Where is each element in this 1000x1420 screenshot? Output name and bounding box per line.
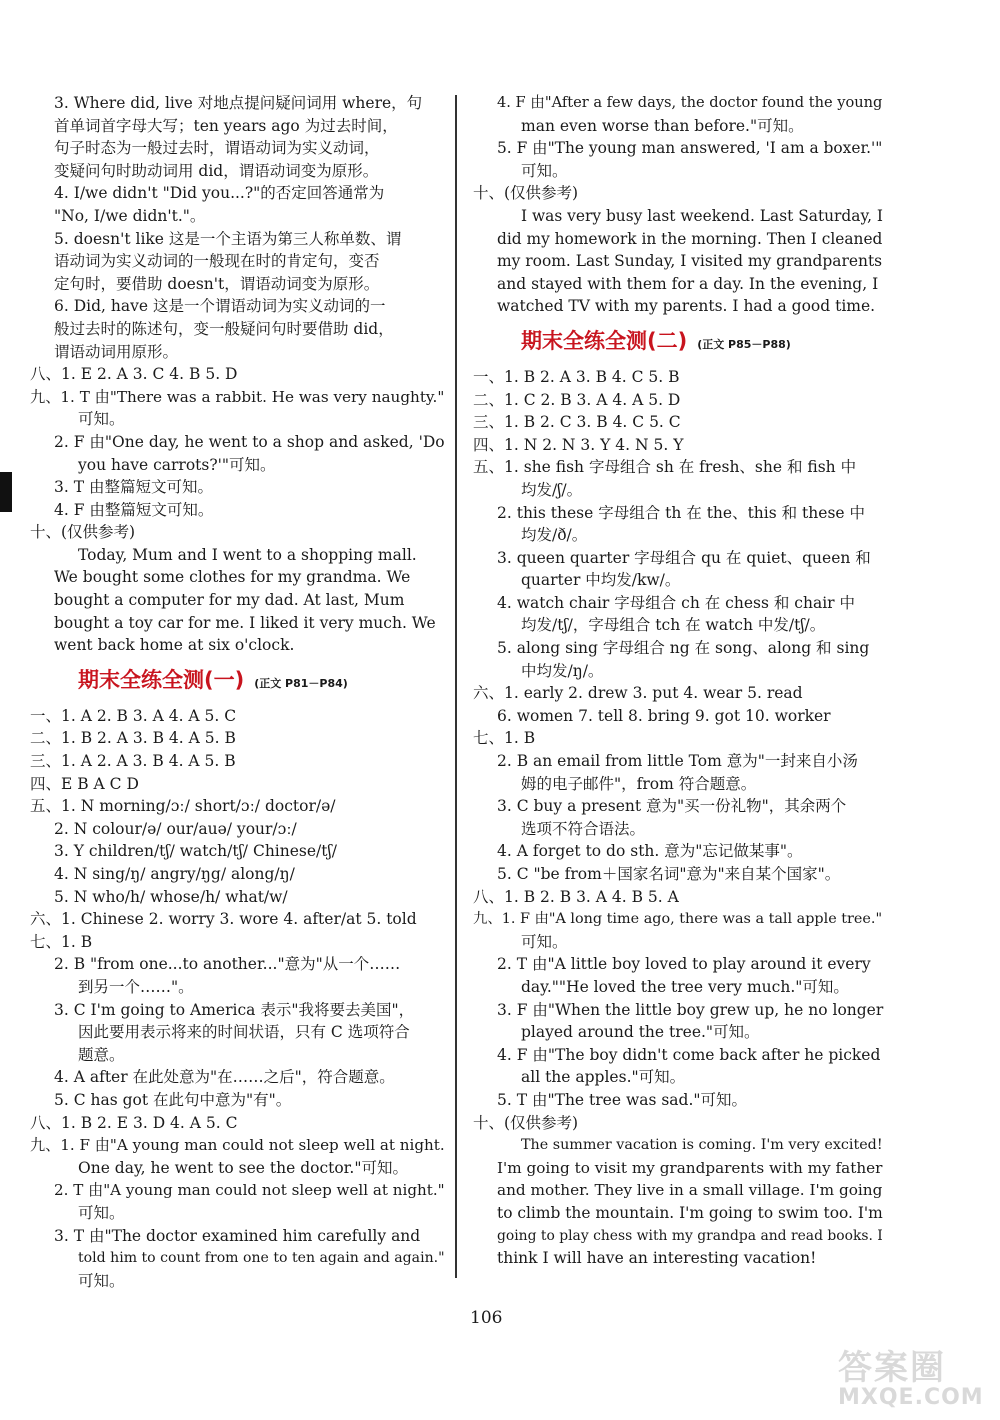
answer-line: 4. watch chair 字母组合 ch 在 chess 和 chair 中 xyxy=(497,593,855,612)
answer-line: bought a toy car for me. I liked it very much. We xyxy=(54,613,436,632)
answer-line: 中均发/ŋ/。 xyxy=(521,661,604,680)
section-source: (正文 P81－P84) xyxy=(254,676,348,690)
answer-line: played around the tree."可知。 xyxy=(521,1023,760,1042)
answer-line: 六、1. early 2. drew 3. put 4. wear 5. read xyxy=(473,684,803,703)
answer-line: 句子时态为一般过去时，谓语动词为实义动词， xyxy=(54,139,380,158)
section-source: (正文 P85－P88) xyxy=(697,337,791,351)
answer-line: 可知。 xyxy=(78,410,125,429)
watermark-logo xyxy=(838,1340,998,1418)
answer-line: The summer vacation is coming. I'm very excited! xyxy=(521,1137,883,1154)
left-column xyxy=(30,92,445,1292)
answer-line: 十、(仅供参考) xyxy=(473,1113,579,1132)
answer-line: 定句时，要借助 doesn't，谓语动词变为原形。 xyxy=(54,274,380,293)
answer-line: 谓语动词用原形。 xyxy=(54,342,179,361)
answer-line: Today, Mum and I went to a shopping mall. xyxy=(78,545,417,564)
section-title xyxy=(521,326,883,360)
answer-line: 2. this these 字母组合 th 在 the、this 和 these 中 xyxy=(497,503,865,522)
answer-line: 三、1. A 2. A 3. B 4. A 5. B xyxy=(30,752,236,771)
answer-line: 到另一个……"。 xyxy=(78,977,194,996)
answer-line: bought a computer for my dad. At last, Mum xyxy=(54,591,405,610)
answer-line: We bought some clothes for my grandma. We xyxy=(54,568,411,587)
answer-line: 3. Y children/tʃ/ watch/tʃ/ Chinese/tʃ/ xyxy=(54,842,337,861)
answer-line: 二、1. C 2. B 3. A 4. A 5. D xyxy=(473,390,681,409)
answer-line: watched TV with my parents. I had a good time. xyxy=(497,297,876,316)
answer-line: 五、1. she fish 字母组合 sh 在 fresh、she 和 fish 中 xyxy=(473,458,857,477)
answer-line: 3. queen quarter 字母组合 qu 在 quiet、queen 和 xyxy=(497,548,871,567)
answer-line: think I will have an interesting vacation! xyxy=(497,1249,817,1268)
answer-line: 4. N sing/ŋ/ angry/ŋg/ along/ŋ/ xyxy=(54,865,295,883)
answer-line: and mother. They live in a small village. I'm going xyxy=(497,1181,883,1200)
answer-line: 4. F 由"After a few days, the doctor found the young xyxy=(497,94,883,111)
answer-line: 6. Did, have 这是一个谓语动词为实义动词的一 xyxy=(54,297,386,316)
answer-line: went back home at six o'clock. xyxy=(54,636,295,655)
answer-line: 2. B "from one...to another..."意为"从一个…… xyxy=(54,955,401,974)
answer-line: 六、1. Chinese 2. worry 3. wore 4. after/at 5. told xyxy=(30,910,417,929)
answer-line: 十、(仅供参考) xyxy=(30,523,136,542)
answer-line: 2. T 由"A little boy loved to play around it every xyxy=(497,955,871,974)
answer-line: you have carrots?'"可知。 xyxy=(78,455,276,474)
answer-line: 一、1. A 2. B 3. A 4. A 5. C xyxy=(30,706,237,725)
answer-line: 变疑问句时助动词用 did，谓语动词变为原形。 xyxy=(54,161,379,180)
answer-line: 七、1. B xyxy=(30,932,93,951)
answer-line: 3. T 由整篇短文可知。 xyxy=(54,478,213,497)
answer-line: 可知。 xyxy=(521,161,568,180)
answer-line: One day, he went to see the doctor."可知。 xyxy=(78,1158,408,1177)
answer-line: all the apples."可知。 xyxy=(521,1068,686,1087)
section-title xyxy=(78,665,445,699)
watermark-top: 答案圈 xyxy=(838,1348,946,1388)
section-title-text: 期末全练全测(一) xyxy=(78,667,245,692)
answer-line: 6. women 7. tell 8. bring 9. got 10. worker xyxy=(497,706,831,725)
answer-line: 3. C I'm going to America 表示"我将要去美国"， xyxy=(54,1000,415,1019)
answer-line: quarter 中均发/kw/。 xyxy=(521,571,681,590)
answer-line: 均发/ð/。 xyxy=(521,526,588,545)
answer-line: 5. F 由"The young man answered, 'I am a boxer.'" xyxy=(497,139,883,158)
answer-line: 四、E B A C D xyxy=(30,774,139,793)
answer-line: 3. T 由"The doctor examined him carefully and xyxy=(54,1226,421,1245)
answer-line: 三、1. B 2. C 3. B 4. C 5. C xyxy=(473,413,681,432)
answer-line: going to play chess with my grandpa and read books. I xyxy=(497,1227,883,1244)
answer-line: 5. N who/h/ whose/h/ what/w/ xyxy=(54,887,288,906)
answer-line: 2. T 由"A young man could not sleep well at night." xyxy=(54,1181,445,1200)
answer-line: 九、1. F 由"A young man could not sleep well at night. xyxy=(30,1136,445,1155)
answer-line: day.""He loved the tree very much."可知。 xyxy=(521,977,849,996)
answer-line: told him to count from one to ten again and again." xyxy=(78,1250,445,1267)
answer-line: 2. N colour/ə/ our/auə/ your/ɔː/ xyxy=(54,819,297,838)
right-column xyxy=(473,92,883,1270)
answer-line: to climb the mountain. I'm going to swim too. I'm xyxy=(497,1203,883,1222)
answer-line: I'm going to visit my grandparents with my father xyxy=(497,1158,883,1177)
answer-line: 3. Where did, live 对地点提问疑问词用 where，句 xyxy=(54,94,423,112)
answer-line: 5. T 由"The tree was sad."可知。 xyxy=(497,1090,748,1109)
answer-line: 题意。 xyxy=(78,1045,125,1064)
answer-line: man even worse than before."可知。 xyxy=(521,116,804,135)
watermark-bottom: MXQE.COM xyxy=(838,1385,984,1410)
answer-line: 七、1. B xyxy=(473,729,536,748)
answer-line: 四、1. N 2. N 3. Y 4. N 5. Y xyxy=(473,435,684,454)
answer-line: 4. A after 在此处意为"在……之后"，符合题意。 xyxy=(54,1068,395,1087)
answer-line: 五、1. N morning/ɔː/ short/ɔː/ doctor/ə/ xyxy=(30,797,336,816)
answer-line: 语动词为实义动词的一般现在时的肯定句，变否 xyxy=(54,252,380,271)
answer-line: 3. F 由"When the little boy grew up, he no longer xyxy=(497,1000,884,1019)
section-title-text: 期末全练全测(二) xyxy=(521,328,688,353)
answer-line: 八、1. B 2. B 3. A 4. B 5. A xyxy=(473,887,679,906)
answer-line: 2. B an email from little Tom 意为"一封来自小汤 xyxy=(497,752,858,771)
answer-line: 5. C "be from＋国家名词"意为"来自某个国家"。 xyxy=(497,865,841,883)
answer-line: 5. C has got 在此句中意为"有"。 xyxy=(54,1090,292,1109)
edge-binding-mark xyxy=(0,472,12,512)
answer-line: my room. Last Sunday, I visited my grandparents xyxy=(497,252,883,271)
answer-line: 3. C buy a present 意为"买一份礼物"，其余两个 xyxy=(497,797,847,816)
answer-line: 九、1. F 由"A long time ago, there was a tall apple tree." xyxy=(473,911,883,928)
answer-line: 可知。 xyxy=(521,932,568,951)
answer-line: 十、(仅供参考) xyxy=(473,184,579,203)
answer-line: 5. along sing 字母组合 ng 在 song、along 和 sing xyxy=(497,639,870,658)
answer-line: 5. doesn't like 这是一个主语为第三人称单数、谓 xyxy=(54,229,402,248)
answer-line: 因此要用表示将来的时间状语，只有 C 选项符合 xyxy=(78,1023,410,1042)
answer-line: 九、1. T 由"There was a rabbit. He was very naughty." xyxy=(30,387,445,406)
answer-line: 一、1. B 2. A 3. B 4. C 5. B xyxy=(473,367,680,386)
answer-line: I was very busy last weekend. Last Saturday, I xyxy=(521,206,884,225)
answer-line: did my homework in the morning. Then I cleaned xyxy=(497,229,883,248)
answer-line: 般过去时的陈述句，变一般疑问句时要借助 did， xyxy=(54,319,394,338)
answer-line: 选项不符合语法。 xyxy=(521,819,646,838)
answer-line: 4. F 由"The boy didn't come back after he picked xyxy=(497,1045,881,1064)
answer-line: 4. A forget to do sth. 意为"忘记做某事"。 xyxy=(497,842,803,861)
answer-line: 可知。 xyxy=(78,1271,125,1290)
answer-line: and stayed with them for a day. In the evening, I xyxy=(497,274,879,293)
answer-line: 均发/ʃ/。 xyxy=(521,480,583,499)
answer-line: 姆的电子邮件"，from 符合题意。 xyxy=(521,774,757,793)
answer-line: 可知。 xyxy=(78,1203,125,1222)
answer-line: 2. F 由"One day, he went to a shop and asked, 'Do xyxy=(54,432,445,451)
answer-line: 4. I/we didn't "Did you...?"的否定回答通常为 xyxy=(54,184,385,203)
answer-line: 二、1. B 2. A 3. B 4. A 5. B xyxy=(30,729,236,748)
answer-line: 八、1. B 2. E 3. D 4. A 5. C xyxy=(30,1113,238,1132)
answer-line: 首单词首字母大写；ten years ago 为过去时间， xyxy=(54,116,398,135)
answer-line: 八、1. E 2. A 3. C 4. B 5. D xyxy=(30,365,238,384)
column-divider xyxy=(455,95,457,1278)
answer-line: 均发/tʃ/，字母组合 tch 在 watch 中发/tʃ/。 xyxy=(521,616,826,635)
answer-line: 4. F 由整篇短文可知。 xyxy=(54,500,214,519)
page-number: 106 xyxy=(470,1308,503,1328)
answer-line: "No, I/we didn't."。 xyxy=(54,206,206,225)
